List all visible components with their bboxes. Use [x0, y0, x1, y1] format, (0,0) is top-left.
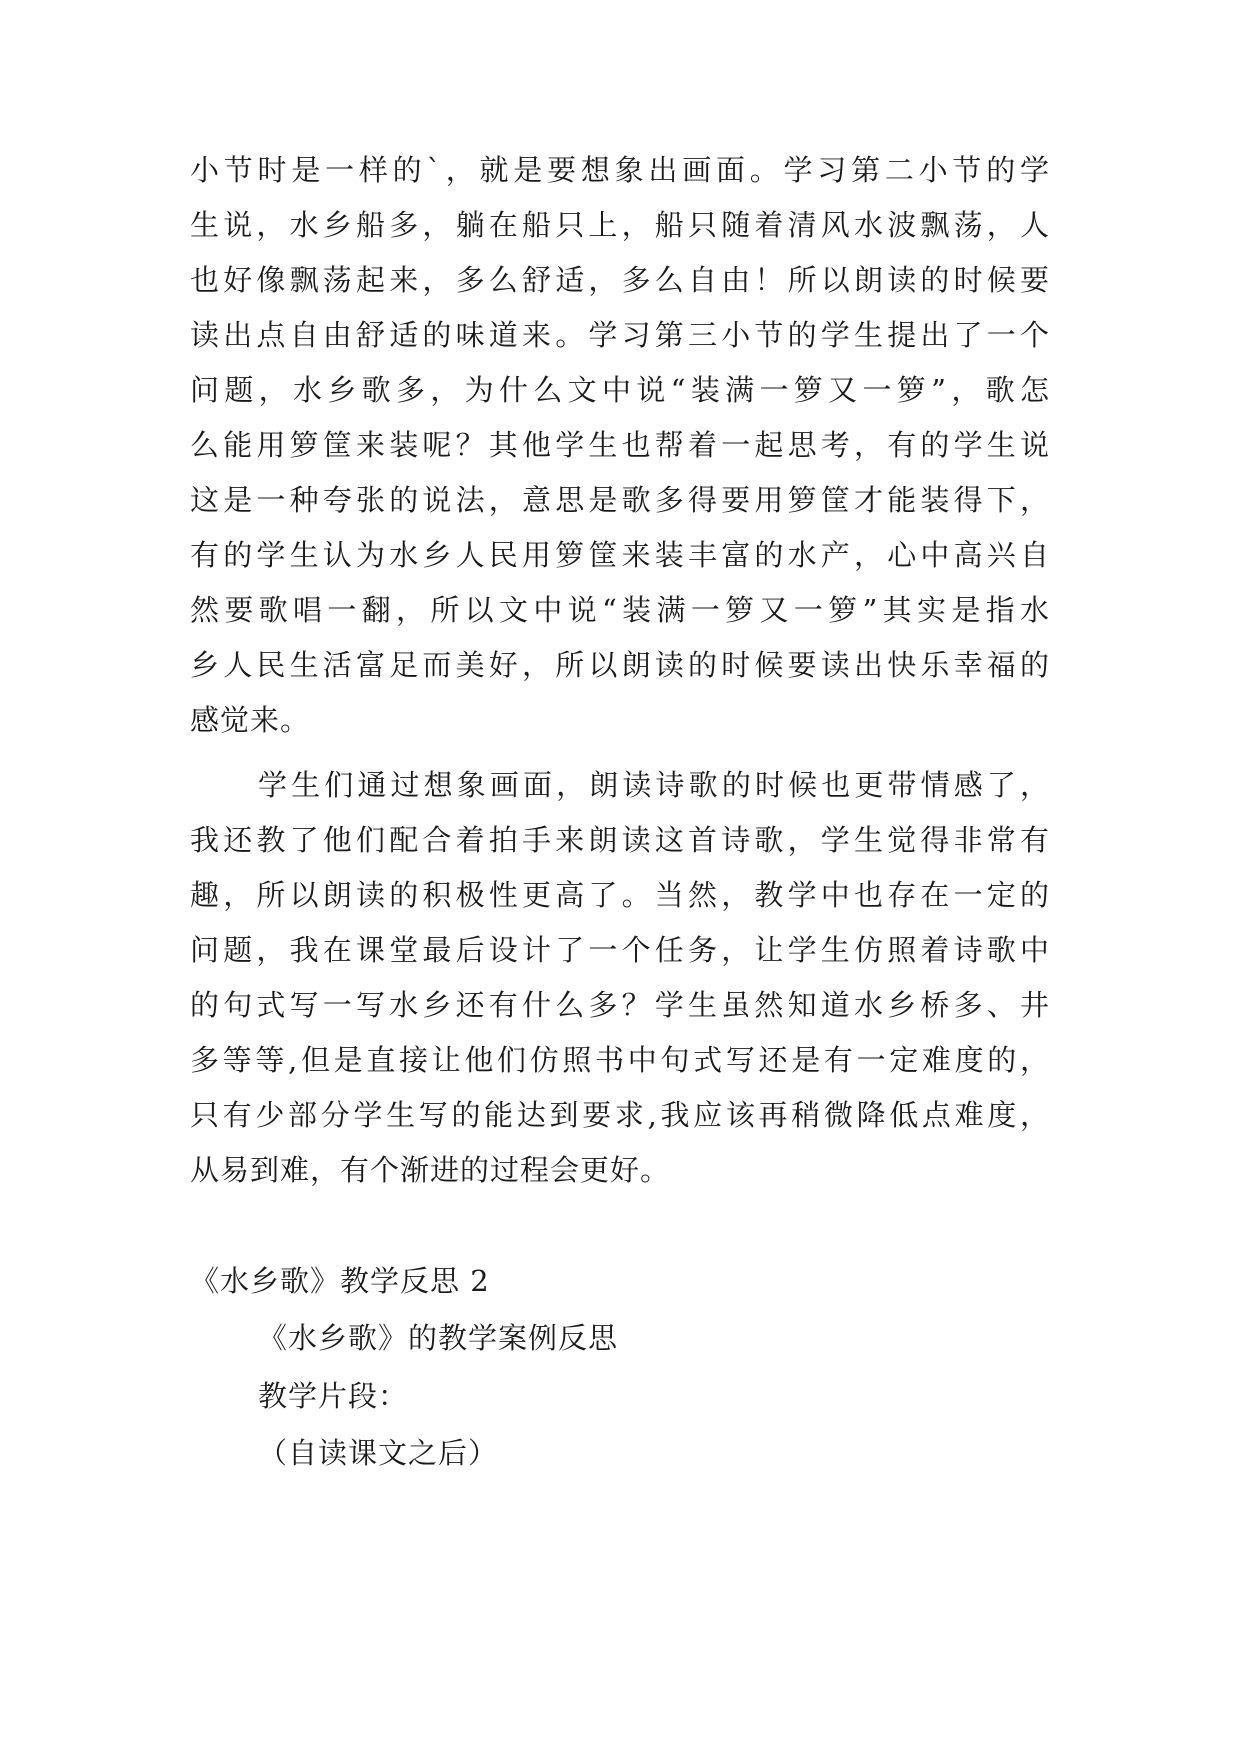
paragraph2-line-4: 问题，我在课堂最后设计了一个任务，让学生仿照着诗歌中 — [190, 933, 1050, 967]
paragraph2-line-7: 只有少部分学生写的能达到要求,我应该再稍微降低点难度， — [190, 1098, 1050, 1132]
paragraph2-line-8: 从易到难，有个渐进的过程会更好。 — [190, 1153, 671, 1187]
paragraph1-line-7: 这是一种夸张的说法，意思是歌多得要用箩筐才能装得下， — [190, 483, 1050, 517]
fragment-label: 教学片段： — [258, 1379, 409, 1413]
paragraph1-line-10: 乡人民生活富足而美好，所以朗读的时候要读出快乐幸福的 — [190, 648, 1050, 682]
paragraph2-line-6: 多等等,但是直接让他们仿照书中句式写还是有一定难度的， — [190, 1043, 1050, 1077]
paragraph1-line-3: 也好像飘荡起来，多么舒适，多么自由！所以朗读的时候要 — [190, 263, 1050, 297]
paragraph1-line-9: 然要歌唱一翻，所以文中说“装满一箩又一箩”其实是指水 — [190, 593, 1050, 627]
paragraph2-line-3: 趣，所以朗读的积极性更高了。当然，教学中也存在一定的 — [190, 878, 1050, 912]
paragraph1-line-5: 问题，水乡歌多，为什么文中说“装满一箩又一箩”，歌怎 — [190, 373, 1050, 407]
paragraph1-line-4: 读出点自由舒适的味道来。学习第三小节的学生提出了一个 — [190, 318, 1050, 352]
paragraph2-line-2: 我还教了他们配合着拍手来朗读这首诗歌，学生觉得非常有 — [190, 823, 1050, 857]
paragraph1-line-1: 小节时是一样的`，就是要想象出画面。学习第二小节的学 — [190, 153, 1050, 187]
section-title: 《水乡歌》教学反思 2 — [190, 1264, 490, 1298]
paragraph1-line-2: 生说，水乡船多，躺在船只上，船只随着清风水波飘荡，人 — [190, 208, 1050, 242]
paragraph1-line-6: 么能用箩筐来装呢？其他学生也帮着一起思考，有的学生说 — [190, 428, 1050, 462]
paragraph1-line-11: 感觉来。 — [190, 703, 311, 737]
section-subtitle: 《水乡歌》的教学案例反思 — [258, 1321, 619, 1355]
paragraph1-line-8: 有的学生认为水乡人民用箩筐来装丰富的水产，心中高兴自 — [190, 538, 1050, 572]
paragraph2-line-5: 的句式写一写水乡还有什么多？学生虽然知道水乡桥多、井 — [190, 988, 1050, 1022]
paragraph2-line-1: 学生们通过想象画面，朗读诗歌的时候也更带情感了， — [258, 768, 1050, 802]
section-note: （自读课文之后） — [258, 1436, 499, 1470]
